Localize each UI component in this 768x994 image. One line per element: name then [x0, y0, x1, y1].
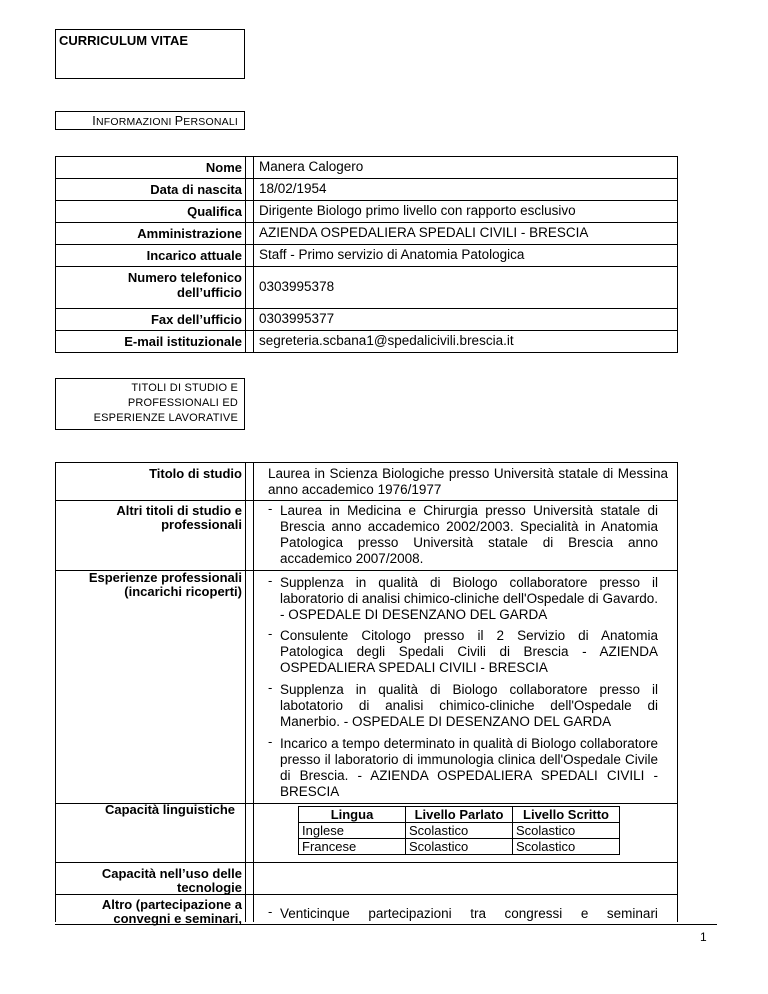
altro-word: seminari — [606, 906, 658, 921]
lingua-cell: Francese — [299, 839, 406, 855]
row-qualifica — [55, 200, 678, 222]
row-fax — [55, 308, 678, 330]
label-qualifica: Qualifica — [187, 204, 242, 219]
page-number: 1 — [700, 930, 707, 944]
label-titolo-studio: Titolo di studio — [149, 466, 242, 481]
dash-bullet: - — [268, 904, 273, 919]
lingue-header-row — [299, 807, 620, 823]
title-cap-i: I — [92, 114, 96, 128]
parlato-cell: Scolastico — [406, 839, 513, 855]
row-incarico — [55, 244, 678, 266]
lingue-row-inglese — [299, 823, 620, 839]
cv-title-box — [55, 29, 245, 79]
lingue-header-parlato: Livello Parlato — [406, 807, 513, 823]
title-word-nformazioni: NFORMAZIONI — [95, 116, 175, 128]
altro-word: e — [580, 906, 589, 921]
esperienza-text-3: Supplenza in qualità di Biologo collaboratore presso il labotatorio di analisi chimico-cliniche dell'Ospedale di Manerbio. - OSPEDALE DI DESENZANO DEL GARDA — [280, 682, 658, 729]
lingue-header-lingua: Lingua — [299, 807, 406, 823]
cv-title: CURRICULUM VITAE — [59, 33, 189, 48]
altro-word: Venticinque — [280, 906, 350, 921]
parlato-cell: Scolastico — [406, 823, 513, 839]
label-data-nascita: Data di nascita — [150, 182, 242, 197]
row-telefono — [55, 266, 678, 308]
footer-rule — [55, 924, 717, 925]
label-altri-titoli-line1: Altri titoli di studio e — [116, 503, 242, 518]
altro-text — [280, 906, 658, 922]
esperienza-item-2 — [268, 628, 658, 676]
lingue-header-scritto: Livello Scritto — [513, 807, 620, 823]
label-tecnologie-line1: Capacità nell’uso delle — [101, 866, 242, 881]
personal-section-title — [55, 111, 245, 130]
lingua-cell: Inglese — [299, 823, 406, 839]
altri-titoli-text: Laurea in Medicina e Chirurgia presso Università statale di Brescia anno accademico 2002/2003. Specialità in Anatomia Patologica presso Università statale di Brescia anno accademico 2007/2008. — [280, 503, 658, 566]
label-email: E-mail istituzionale — [124, 334, 242, 349]
esperienza-text-4: Incarico a tempo determinato in qualità di Biologo collaboratore presso il laboratorio di immunologia clinica dell'Ospedale Civile di Brescia. - AZIENDA OSPEDALIERA SPEDALI CIVILI - BRESCIA — [280, 736, 658, 799]
studies-title-line2: PROFESSIONALI ED — [127, 397, 238, 409]
personal-section-title-text — [92, 114, 238, 128]
row-nome — [55, 156, 678, 178]
altri-titoli-item — [268, 503, 658, 567]
value-amministrazione: AZIENDA OSPEDALIERA SPEDALI CIVILI - BRESCIA — [259, 225, 589, 240]
dash-bullet: - — [268, 501, 273, 516]
value-telefono: 0303995378 — [259, 279, 335, 294]
label-tecnologie-line2: tecnologie — [176, 880, 242, 895]
label-telefono-line2: dell’ufficio — [177, 285, 242, 300]
value-qualifica: Dirigente Biologo primo livello con rapporto esclusivo — [259, 203, 576, 218]
esperienza-text-2: Consulente Citologo presso il 2 Servizio di Anatomia Patologica degli Spedali Civili di Brescia - AZIENDA OSPEDALIERA SPEDALI CIVILI - BRESCIA — [280, 628, 658, 675]
dash-bullet: - — [268, 680, 273, 695]
lingue-row-francese — [299, 839, 620, 855]
esperienza-item-4 — [268, 736, 658, 800]
personal-info-table — [55, 156, 678, 352]
title-cap-p: P — [174, 114, 184, 128]
row-amministrazione — [55, 222, 678, 244]
dash-bullet: - — [268, 734, 273, 749]
altro-word: congressi — [504, 906, 563, 921]
label-altri-titoli-line2: professionali — [161, 517, 242, 532]
esperienza-text-1: Supplenza in qualità di Biologo collaboratore presso il laboratorio di analisi chimico-cliniche dell'Ospedale di Gavardo. - OSPEDALE DI DESENZANO DEL GARDA — [280, 575, 658, 622]
value-email: segreteria.scbana1@spedalicivili.brescia.it — [259, 333, 514, 348]
scritto-cell: Scolastico — [513, 839, 620, 855]
row-data-nascita — [55, 178, 678, 200]
value-incarico: Staff - Primo servizio di Anatomia Patologica — [259, 247, 525, 262]
label-altro-line1: Altro (partecipazione a — [101, 897, 242, 912]
value-titolo-studio: Laurea in Scienza Biologiche presso Università statale di Messina anno accademico 1976/1977 — [268, 466, 668, 497]
label-amministrazione: Amministrazione — [137, 226, 242, 241]
label-esperienze-line1: Esperienze professionali — [88, 570, 242, 585]
label-lingue: Capacità linguistiche — [104, 802, 235, 817]
studies-title-line1: TITOLI DI STUDIO E — [131, 382, 238, 394]
scritto-cell: Scolastico — [513, 823, 620, 839]
studies-section-title — [55, 378, 245, 430]
dash-bullet: - — [268, 573, 273, 588]
altro-item — [268, 906, 658, 922]
title-word-ersonali: ERSONALI — [183, 116, 238, 128]
value-data-nascita: 18/02/1954 — [259, 181, 327, 196]
label-nome: Nome — [205, 160, 242, 175]
lingue-table-wrap — [298, 806, 620, 855]
row-email — [55, 330, 678, 352]
label-esperienze-line2: (incarichi ricoperti) — [124, 584, 242, 599]
label-telefono-line1: Numero telefonico — [127, 270, 242, 285]
esperienza-item-3 — [268, 682, 658, 730]
dash-bullet: - — [268, 626, 273, 641]
esperienza-item-1 — [268, 575, 658, 623]
altro-word: tra — [470, 906, 486, 921]
label-altro-line2: convegni e seminari, — [113, 911, 242, 926]
label-fax: Fax dell’ufficio — [150, 312, 242, 327]
value-nome: Manera Calogero — [259, 159, 364, 174]
studies-title-line3: ESPERIENZE LAVORATIVE — [93, 412, 238, 424]
altro-word: partecipazioni — [368, 906, 452, 921]
value-fax: 0303995377 — [259, 311, 335, 326]
label-incarico: Incarico attuale — [146, 248, 242, 263]
lingue-table — [298, 806, 620, 855]
